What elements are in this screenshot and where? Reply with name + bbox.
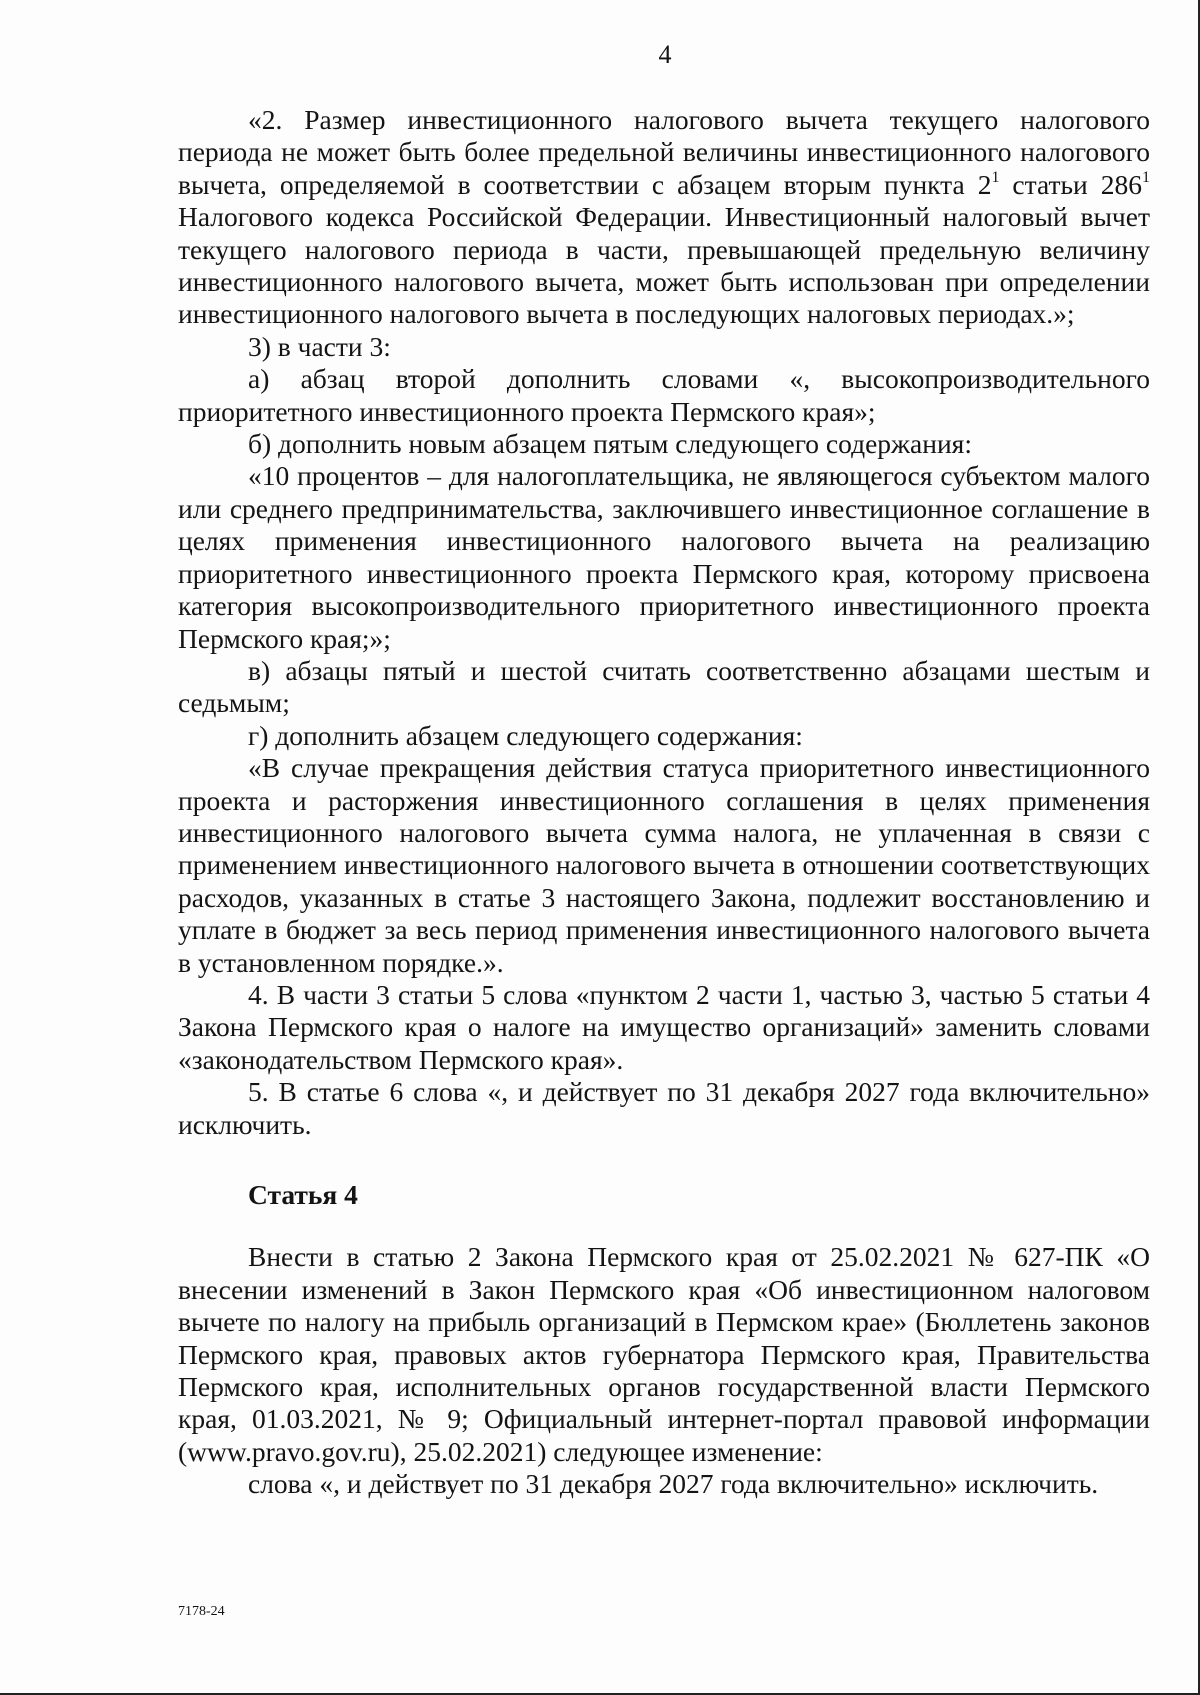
paragraph-point-4: 4. В части 3 статьи 5 слова «пунктом 2 части 1, частью 3, частью 5 статьи 4 Закона Пермского края о налоге на имущество организаций» заменить словами «законодательством Пермского края».	[178, 978, 1150, 1075]
paragraph-item-v: в) абзацы пятый и шестой считать соответственно абзацами шестым и седьмым;	[178, 654, 1150, 719]
paragraph-ten-percent: «10 процентов – для налогоплательщика, не являющегося субъектом малого или среднего предпринимательства, заключившего инвестиционное соглашение в целях применения инвестиционного налогового вычета на реализацию приоритетного инвестиционного проекта Пермского края, которому присвоена категория высокопроизводительного приоритетного инвестиционного проекта Пермского края;»;	[178, 460, 1150, 654]
superscript: 1	[991, 168, 1000, 186]
article-4-heading: Статья 4	[248, 1179, 358, 1210]
paragraph-item-a: а) абзац второй дополнить словами «, высокопроизводительного приоритетного инвестиционного проекта Пермского края»;	[178, 363, 1150, 427]
paragraph-text: статьи 286	[999, 168, 1142, 200]
superscript: 1	[1142, 168, 1150, 186]
document-body	[178, 104, 1150, 1501]
paragraph-investment-deduction-size	[178, 104, 1150, 331]
paragraph-status-termination: «В случае прекращения действия статуса приоритетного инвестиционного проекта и расторжения инвестиционного соглашения в целях применения инвестиционного налогового вычета сумма налога, не уплаченная в связи с применением инвестиционного налогового вычета в отношении соответствующих расходов, указанных в статье 3 настоящего Закона, подлежит восстановлению и уплате в бюджет за весь период применения инвестиционного налогового вычета в установленном порядке.».	[178, 752, 1150, 978]
paragraph-text: «2. Размер инвестиционного налогового вычета текущего налогового периода не может быть более предельной величины инвестиционного налогового вычета, определяемой в соответствии с абзацем вторым пункта 2	[178, 104, 1150, 200]
document-code: 7178-24	[178, 1604, 225, 1619]
paragraph-article-4-amendment: Внести в статью 2 Закона Пермского края от 25.02.2021 № 627-ПК «О внесении изменений в Закон Пермского края «Об инвестиционном налоговом вычете по налогу на прибыль организаций в Пермском крае» (Бюллетень законов Пермского края, правовых актов губернатора Пермского края, Правительства Пермского края, исполнительных органов государственной власти Пермского края, 01.03.2021, № 9; Официальный интернет-портал правовой информации (www.pravo.gov.ru), 25.02.2021) следующее изменение:	[178, 1241, 1150, 1467]
paragraph-article-4-words: слова «, и действует по 31 декабря 2027 года включительно» исключить.	[248, 1468, 1099, 1500]
paragraph-item-b: б) дополнить новым абзацем пятым следующего содержания:	[248, 428, 972, 460]
paragraph-item-g: г) дополнить абзацем следующего содержания:	[248, 719, 803, 751]
paragraph-point-5: 5. В статье 6 слова «, и действует по 31 декабря 2027 года включительно» исключить.	[178, 1076, 1150, 1140]
page-number: 4	[658, 40, 672, 69]
paragraph-text: Налогового кодекса Российской Федерации. Инвестиционный налоговый вычет текущего налогового периода в части, превышающей предельную величину инвестиционного налогового вычета, может быть использован при определении инвестиционного налогового вычета в последующих налоговых периодах.»;	[178, 201, 1150, 330]
paragraph-part-3: 3) в части 3:	[248, 330, 391, 362]
